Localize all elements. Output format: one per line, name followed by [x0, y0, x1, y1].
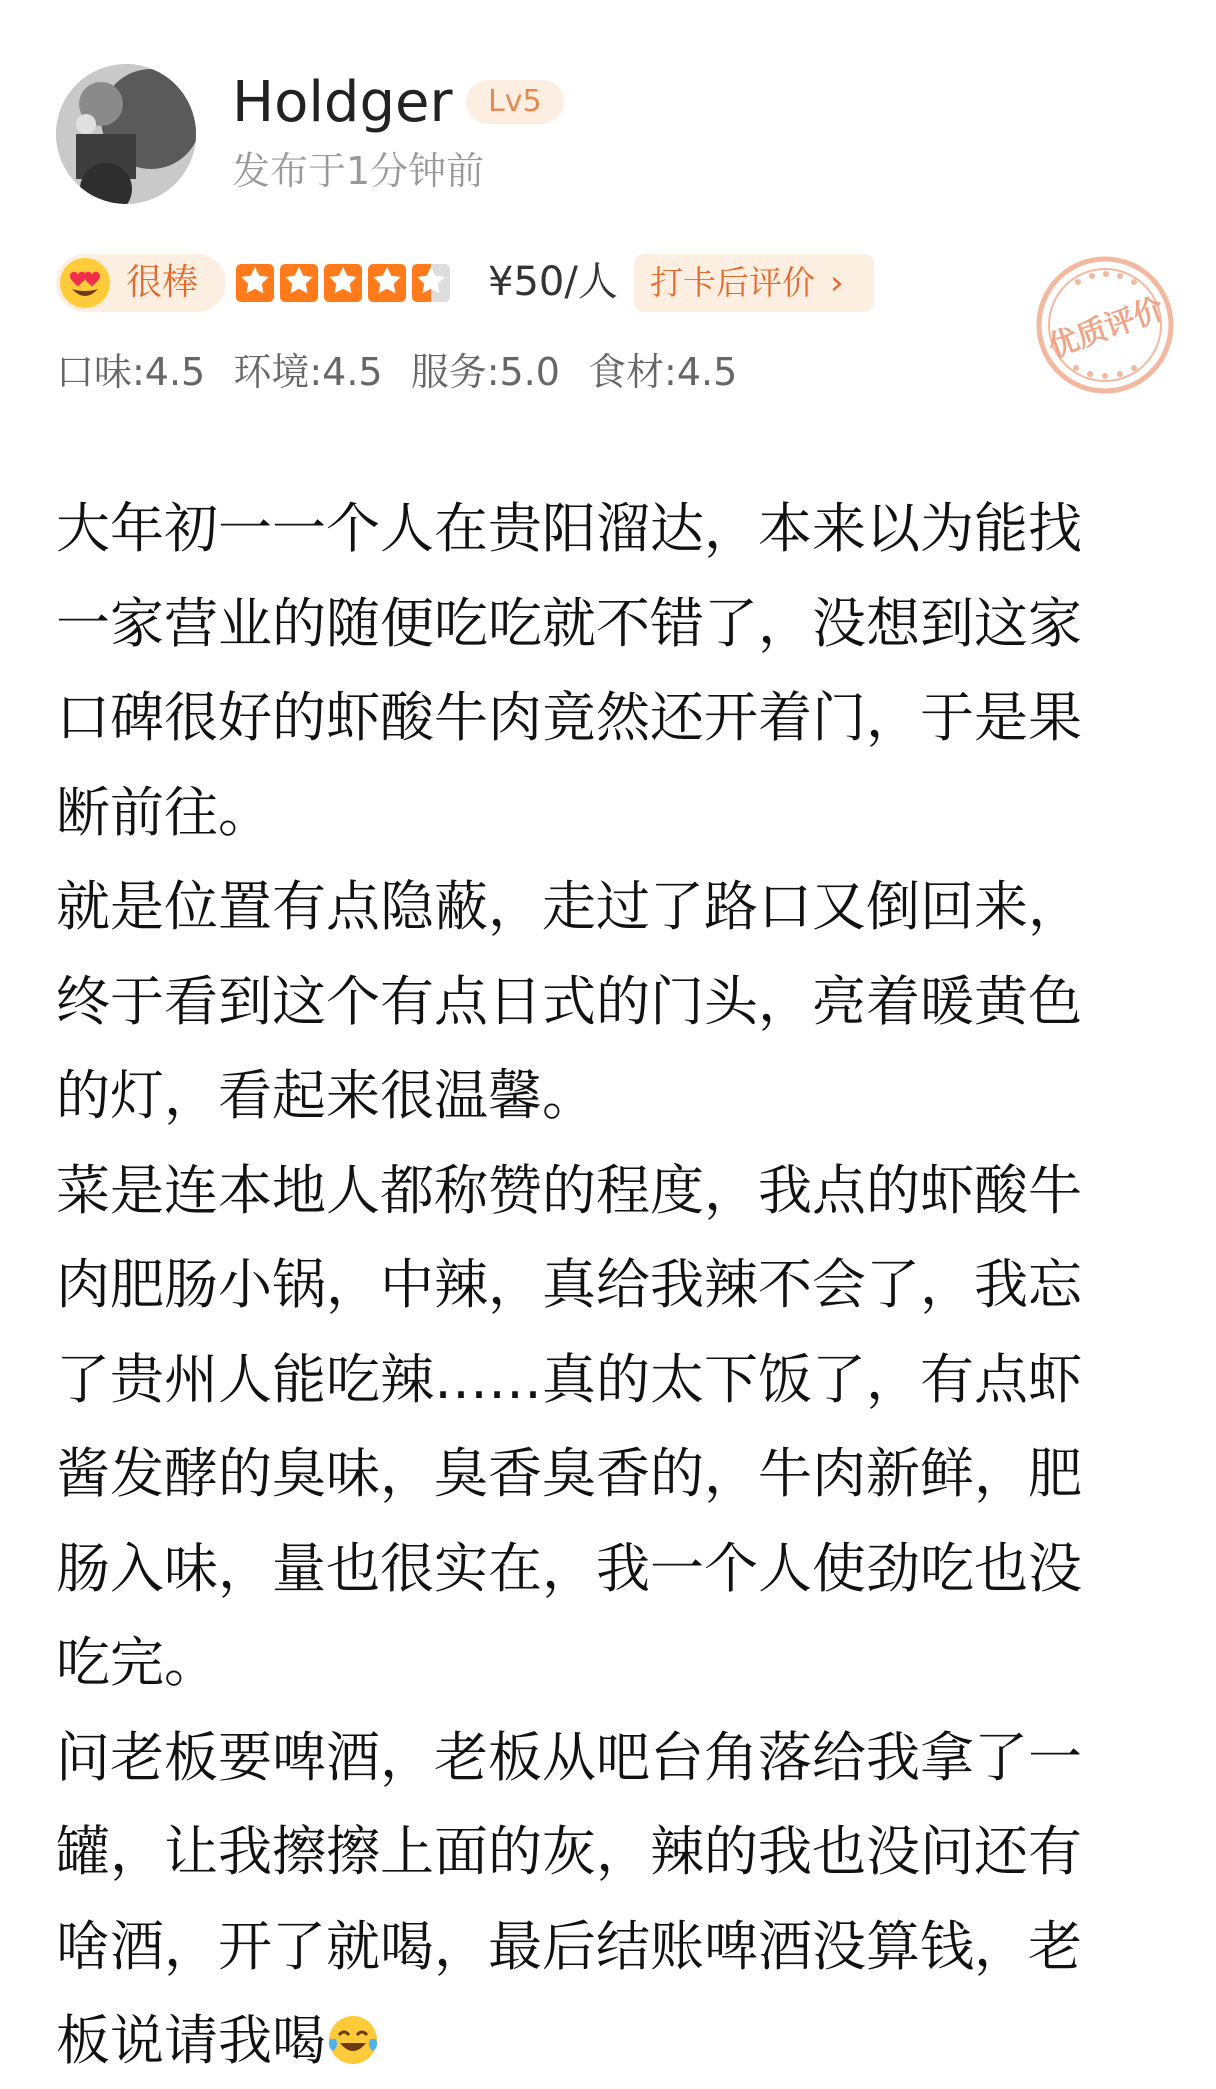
review-paragraph-4 — [56, 1711, 1166, 2089]
post-time: 发布于1分钟前 — [232, 149, 485, 193]
star-rating-graphic — [236, 262, 456, 304]
star-5-half — [412, 264, 450, 302]
checkin-review-tag[interactable] — [634, 254, 874, 312]
sub-score-ingredients: 食材:4.5 — [588, 350, 738, 394]
review-line: 一家营业的随便吃吃就不错了，没想到这家 — [56, 591, 1082, 655]
star-1 — [236, 264, 274, 302]
review-line: 断前往。 — [56, 780, 272, 844]
review-line: 啥酒，开了就喝，最后结账啤酒没算钱，老 — [56, 1914, 1082, 1978]
review-paragraph-3 — [56, 1144, 1166, 1711]
chevron-right-icon: › — [830, 263, 844, 303]
review-paragraph-2 — [56, 860, 1166, 1144]
review-body — [56, 482, 1166, 2089]
user-avatar-image — [56, 64, 196, 204]
review-last-line — [56, 1994, 1166, 2089]
mood-label: 很棒 — [126, 262, 199, 303]
username[interactable]: Holdger — [232, 70, 453, 135]
quality-review-stamp — [1030, 250, 1180, 400]
star-2 — [280, 264, 318, 302]
review-line: 肠入味，量也很实在，我一个人使劲吃也没 — [56, 1536, 1082, 1600]
tears-of-joy-emoji-icon — [326, 2013, 380, 2067]
price-per-person: ¥50/人 — [488, 259, 618, 305]
sub-score-taste: 口味:4.5 — [56, 350, 206, 394]
review-line: 大年初一一个人在贵阳溜达，本来以为能找 — [56, 497, 1082, 560]
review-line: 肉肥肠小锅，中辣，真给我辣不会了，我忘 — [56, 1253, 1082, 1316]
quality-stamp-label: 优质评价 — [1043, 291, 1169, 366]
user-avatar[interactable] — [56, 64, 196, 204]
sub-score-service: 服务:5.0 — [410, 350, 560, 394]
review-line: 吃完。 — [56, 1631, 218, 1694]
review-line: 酱发酵的臭味，臭香臭香的，牛肉新鲜，肥 — [56, 1442, 1082, 1505]
review-paragraph-1 — [56, 482, 1166, 860]
sub-score-environment: 环境:4.5 — [233, 350, 383, 394]
review-line: 口碑很好的虾酸牛肉竟然还开着门，于是果 — [56, 686, 1082, 749]
star-4 — [368, 264, 406, 302]
review-line: 罐，让我擦擦上面的灰，辣的我也没问还有 — [56, 1820, 1082, 1883]
review-line: 终于看到这个有点日式的门头，亮着暖黄色 — [56, 969, 1082, 1033]
review-header — [56, 60, 1156, 210]
star-rating — [236, 262, 456, 304]
sub-scores — [56, 345, 753, 399]
user-level-badge: Lv5 — [466, 80, 564, 124]
rating-row — [56, 252, 1056, 314]
review-line: 问老板要啤酒，老板从吧台角落给我拿了一 — [56, 1725, 1082, 1789]
review-line: 的灯，看起来很温馨。 — [56, 1064, 596, 1127]
review-line-text: 板说请我喝 — [56, 2009, 326, 2072]
star-3 — [324, 264, 362, 302]
review-line: 了贵州人能吃辣……真的太下饭了，有点虾 — [56, 1347, 1082, 1411]
quality-stamp-icon — [1030, 250, 1180, 400]
mood-badge — [56, 254, 226, 312]
heart-eyes-emoji-icon — [58, 256, 112, 310]
review-line: 菜是连本地人都称赞的程度，我点的虾酸牛 — [56, 1158, 1082, 1222]
review-line: 就是位置有点隐蔽，走过了路口又倒回来， — [56, 875, 1082, 938]
checkin-label: 打卡后评价 — [650, 263, 815, 302]
